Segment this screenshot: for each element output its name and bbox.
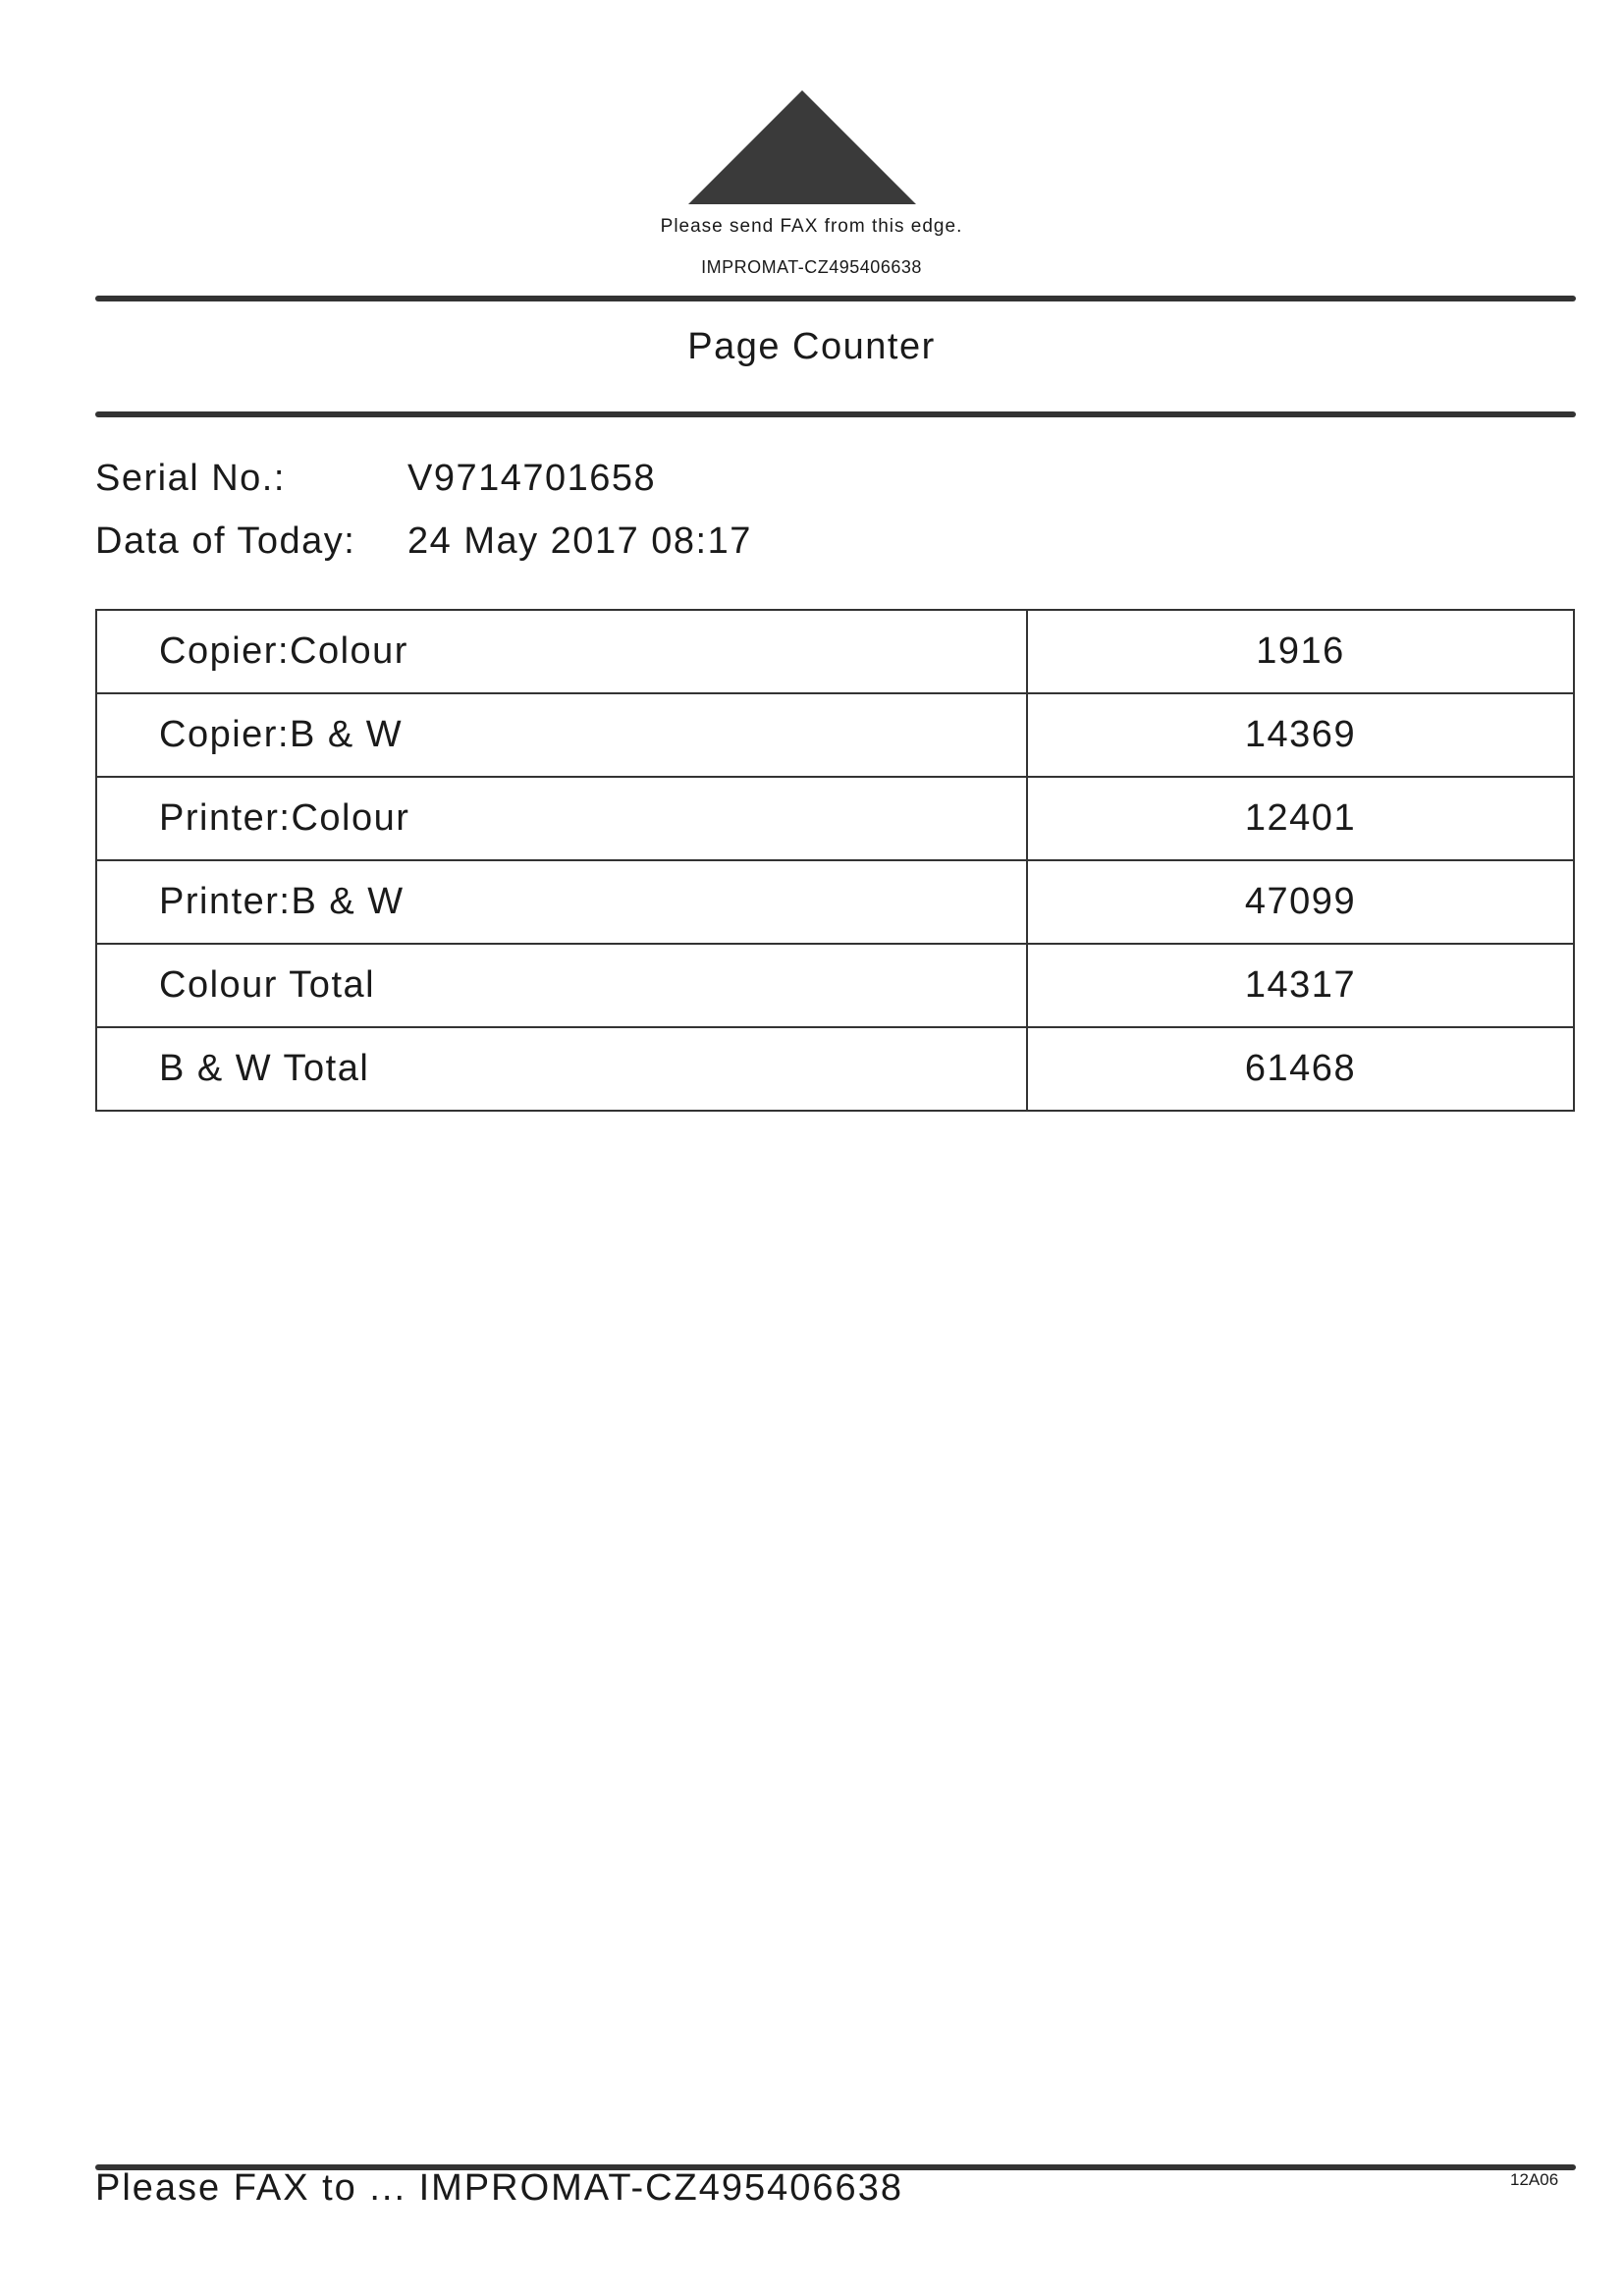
- counter-label: Copier:Colour: [96, 610, 1027, 693]
- fax-edge-instruction: Please send FAX from this edge.: [660, 216, 963, 237]
- footer-fax-to: Please FAX to ... IMPROMAT-CZ495406638: [95, 2167, 903, 2209]
- date-value: 24 May 2017 08:17: [407, 520, 752, 562]
- serial-row: [95, 458, 656, 500]
- serial-label: Serial No.:: [95, 458, 286, 499]
- title-divider: [95, 411, 1576, 417]
- top-divider: [95, 296, 1576, 301]
- counter-label: Colour Total: [96, 944, 1027, 1027]
- counter-value: 12401: [1027, 777, 1574, 860]
- header-id-code: IMPROMAT-CZ495406638: [701, 257, 922, 277]
- counter-value: 47099: [1027, 860, 1574, 944]
- table-row: [96, 944, 1574, 1027]
- counter-value: 14317: [1027, 944, 1574, 1027]
- table-row: [96, 610, 1574, 693]
- table-row: [96, 693, 1574, 777]
- date-row: [95, 520, 752, 563]
- counter-label: Printer:Colour: [96, 777, 1027, 860]
- serial-value: V9714701658: [407, 458, 657, 499]
- triangle-icon: [684, 88, 920, 206]
- date-label: Data of Today:: [95, 520, 356, 562]
- counter-value: 61468: [1027, 1027, 1574, 1111]
- counter-label: Printer:B & W: [96, 860, 1027, 944]
- counter-label: Copier:B & W: [96, 693, 1027, 777]
- table-row: [96, 1027, 1574, 1111]
- footer-form-code: 12A06: [1510, 2170, 1559, 2189]
- table-row: [96, 777, 1574, 860]
- counter-value: 14369: [1027, 693, 1574, 777]
- fax-edge-triangle-icon: [684, 88, 920, 206]
- page-title: Page Counter: [687, 326, 936, 367]
- counter-value: 1916: [1027, 610, 1574, 693]
- counter-table: [95, 609, 1575, 1112]
- counter-label: B & W Total: [96, 1027, 1027, 1111]
- table-row: [96, 860, 1574, 944]
